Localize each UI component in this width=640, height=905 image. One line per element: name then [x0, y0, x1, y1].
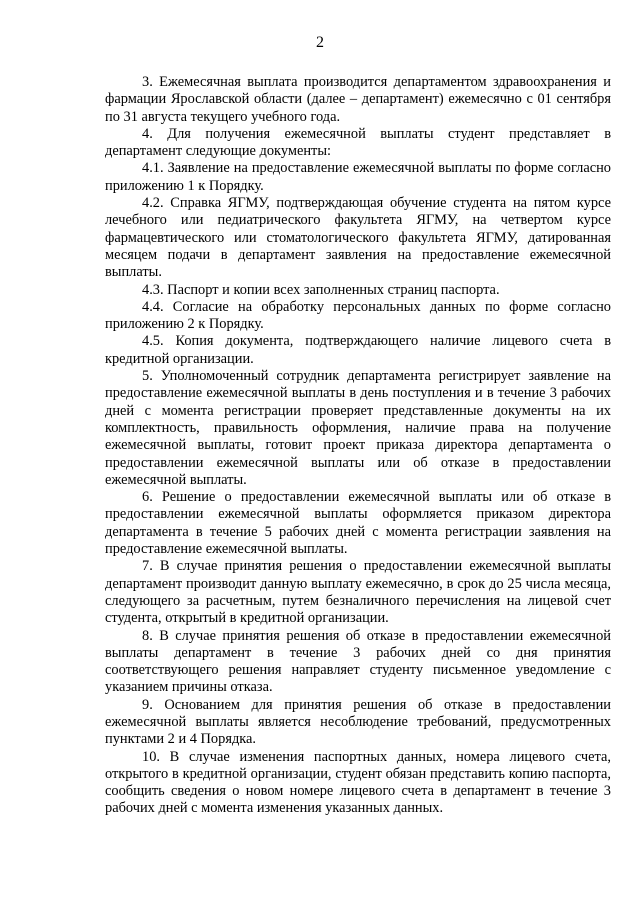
paragraph-10: 10. В случае изменения паспортных данных, номера лицевого счета, открытого в кредитной организации, студент обязан представить копию паспорта, сообщить сведения о новом номере лицевого счета в департамент в течение 3 рабочих дней с момента изменения указанных данных. [105, 748, 611, 817]
paragraph-6: 6. Решение о предоставлении ежемесячной выплаты или об отказе в предоставлении ежемесячной выплаты оформляется приказом директора департамента в течение 5 рабочих дней с момента регистрации заявления на предоставление ежемесячной выплаты. [105, 489, 611, 558]
paragraph-9: 9. Основанием для принятия решения об отказе в предоставлении ежемесячной выплаты является несоблюдение требований, предусмотренных пунктами 2 и 4 Порядка. [105, 696, 611, 748]
document-body [105, 74, 611, 818]
paragraph-5: 5. Уполномоченный сотрудник департамента регистрирует заявление на предоставление ежемесячной выплаты в день поступления и в течение 3 рабочих дней с момента регистрации проверяет представленные документы на их комплектность, правильность оформления, наличие права на получение ежемесячной выплаты, готовит проект приказа директора департамента о предоставлении ежемесячной выплаты или об отказе в предоставлении ежемесячной выплаты. [105, 368, 611, 488]
paragraph-4-5: 4.5. Копия документа, подтверждающего наличие лицевого счета в кредитной организации. [105, 333, 611, 367]
page-number: 2 [316, 34, 324, 51]
paragraph-4-2: 4.2. Справка ЯГМУ, подтверждающая обучение студента на пятом курсе лечебного или педиатрического факультета ЯГМУ, на четвертом курсе фармацевтического или стоматологического факультета ЯГМУ, датированная месяцем подачи в департамент заявления на предоставление ежемесячной выплаты. [105, 195, 611, 281]
paragraph-7: 7. В случае принятия решения о предоставлении ежемесячной выплаты департамент производит данную выплату ежемесячно, в срок до 25 числа месяца, следующего за расчетным, путем безналичного перечисления на лицевой счет студента, открытый в кредитной организации. [105, 558, 611, 627]
paragraph-4-4: 4.4. Согласие на обработку персональных данных по форме согласно приложению 2 к Порядку. [105, 298, 611, 333]
paragraph-4: 4. Для получения ежемесячной выплаты студент представляет в департамент следующие документы: [105, 125, 611, 160]
paragraph-4-1: 4.1. Заявление на предоставление ежемесячной выплаты по форме согласно приложению 1 к Порядку. [105, 160, 611, 194]
paragraph-8: 8. В случае принятия решения об отказе в предоставлении ежемесячной выплаты департамент в течение 3 рабочих дней со дня принятия соответствующего решения направляет студенту письменное уведомление с указанием причины отказа. [105, 627, 611, 696]
paragraph-3: 3. Ежемесячная выплата производится департаментом здравоохранения и фармации Ярославской области (далее – департамент) ежемесячно с 01 сентября по 31 августа текущего учебного года. [105, 74, 611, 125]
paragraph-4-3: 4.3. Паспорт и копии всех заполненных страниц паспорта. [142, 281, 500, 298]
